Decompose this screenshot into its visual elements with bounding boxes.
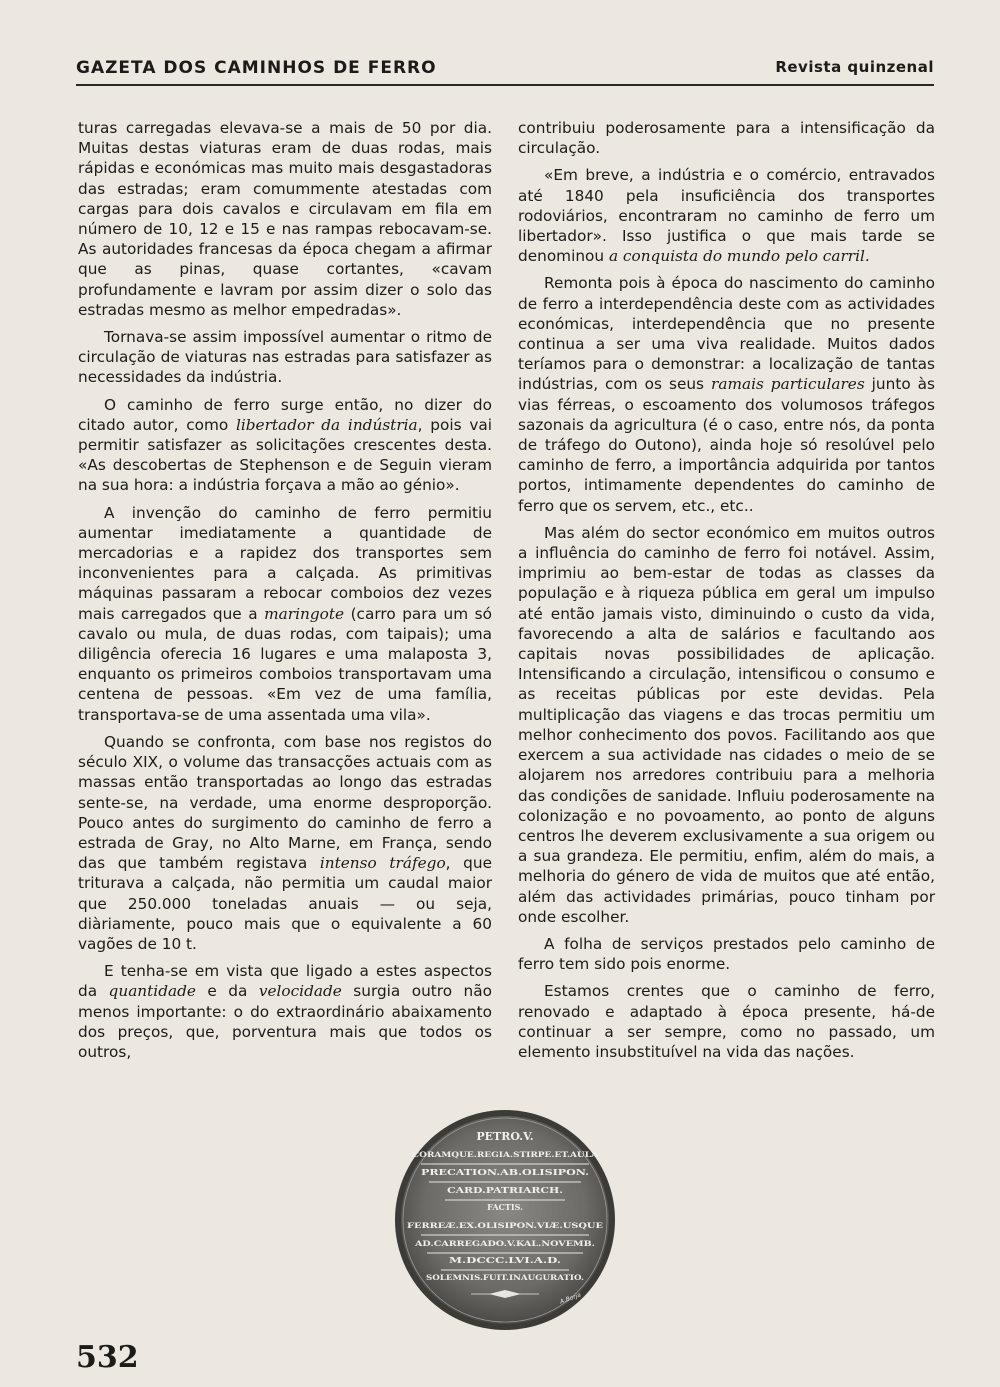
- paragraph: Estamos crentes que o caminho de ferro, renovado e adaptado à época presente, há-de continuar a ser sempre, como no passado, um elemento insubstituível na vida das nações.: [518, 982, 935, 1061]
- paragraph: A invenção do caminho de ferro permitiu aumentar imediatamente a quantidade de mercadorias e a rapidez dos transportes sem inconvenientes para a calçada. As primitivas máquinas passaram a rebocar comboios dez vezes mais carregados que a maringote (carro para um só cavalo ou mula, de duas rodas, com taipais); uma diligência oferecia 16 lugares e uma malaposta 3, enquanto os primeiros comboios transportavam uma centena de pessoas. «Em vez de uma família, transportava-se de uma assentada uma vila».: [78, 503, 492, 724]
- medal-line-7: AD.CARREGADO.V.KAL.NOVEMB.: [413, 1239, 596, 1248]
- running-header: [76, 58, 934, 86]
- medal-line-6: FERREÆ.EX.OLISIPON.VIÆ.USQUE: [407, 1221, 604, 1230]
- commemorative-medal: [393, 1108, 617, 1332]
- paragraph: turas carregadas elevava-se a mais de 50 por dia. Muitas destas viaturas eram de duas rodas, mais rápidas e económicas mas muito mais desgastadoras das estradas; eram comummente atestadas com cargas para dois cavalos e circulavam em fila em número de 10, 12 e 15 e nas rampas rebocavam-se. As autoridades francesas da época chegam a afirmar que as pinas, quase cortantes, «cavam profundamente e lavram por assim dizer o solo das estradas mesmo as melhor empedradas».: [78, 119, 492, 319]
- journal-subtitle: Revista quinzenal: [775, 58, 934, 76]
- medal-line-3: PRECATION.AB.OLISIPON.: [421, 1167, 590, 1177]
- medal-line-8: M.DCCC.LVI.A.D.: [449, 1255, 562, 1265]
- paragraph: contribuiu poderosamente para a intensificação da circulação.: [518, 119, 935, 158]
- medal-line-9: SOLEMNIS.FUIT.INAUGURATIO.: [426, 1273, 584, 1282]
- journal-title: GAZETA DOS CAMINHOS DE FERRO: [76, 58, 437, 78]
- left-column: [78, 118, 492, 1069]
- paragraph: E tenha-se em vista que ligado a estes aspectos da quantidade e da velocidade surgia outro não menos importante: o do extraordinário abaixamento dos preços, que, porventura mais que todos os outros,: [78, 962, 492, 1061]
- paragraph: Remonta pois à época do nascimento do caminho de ferro a interdependência deste com as actividades económicas, interdependência que no presente continua a ser uma viva realidade. Muitos dados teríamos para o demonstrar: a localização de tantas indústrias, com os seus ramais particulares junto às vias férreas, o escoamento dos volumosos tráfegos sazonais da agricultura (é o caso, entre nós, da ponta de tráfego do Outono), ainda hoje só resolúvel pelo caminho de ferro, a importância adquirida por tantos portos, intimamente dependentes do caminho de ferro que os servem, etc., etc..: [518, 274, 935, 515]
- paragraph: O caminho de ferro surge então, no dizer do citado autor, como libertador da indústria, pois vai permitir satisfazer as solicitações crescentes desta. «As descobertas de Stephenson e de Seguin vieram na sua hora: a indústria forçava a mão ao génio».: [78, 395, 492, 495]
- medal-illustration: [393, 1108, 617, 1332]
- medal-line-2: CORAMQUE.REGIA.STIRPE.ET.AULA: [412, 1150, 599, 1159]
- paragraph: Mas além do sector económico em muitos outros a influência do caminho de ferro foi notável. Assim, imprimiu ao bem-estar de todas as classes da população e à riqueza pública em geral um impulso até então jamais visto, diminuindo o custo da vida, favorecendo a alta de salários e facultando aos capitais novas possibilidades de aplicação. Intensificando a circulação, intensificou o consumo e as receitas públicas por este devidas. Pela multiplicação das viagens e das trocas permitiu um melhor conhecimento dos povos. Facilitando aos que exercem a sua actividade nas cidades o meio de se alojarem nos arredores contribuiu para a melhoria das condições de sanidade. Influiu poderosamente na colonização e no povoamento, ao ponto de alguns centros lhe deverem exclusivamente a sua origem ou a sua grandeza. Ele permitiu, enfim, além do mais, a melhoria do género de vida de muitos que até então, além das actividades primárias, pouco tinham por onde escolher.: [518, 523, 935, 926]
- medal-line-1: PETRO.V.: [476, 1130, 534, 1143]
- page-number: 532: [76, 1340, 139, 1375]
- medal-line-5: FACTIS.: [487, 1202, 523, 1212]
- medal-line-4: CARD.PATRIARCH.: [447, 1185, 564, 1195]
- paragraph: A folha de serviços prestados pelo caminho de ferro tem sido pois enorme.: [518, 934, 935, 974]
- paragraph: Quando se confronta, com base nos registos do século XIX, o volume das transacções actuais com as massas então transportadas ao longo das estradas sente-se, na verdade, uma enorme desproporção. Pouco antes do surgimento do caminho de ferro a estrada de Gray, no Alto Marne, em França, sendo das que também registava intenso tráfego, que triturava a calçada, não permitia um caudal maior que 250.000 toneladas anuais — ou seja, diàriamente, pouco mais que o equivalente a 60 vagões de 10 t.: [78, 732, 492, 953]
- paragraph: Tornava-se assim impossível aumentar o ritmo de circulação de viaturas nas estradas para satisfazer as necessidades da indústria.: [78, 328, 492, 387]
- paragraph: «Em breve, a indústria e o comércio, entravados até 1840 pela insuficiência dos transportes rodoviários, encontraram no caminho de ferro um libertador». Isso justifica o que mais tarde se denominou a conquista do mundo pelo carril.: [518, 166, 935, 266]
- engraver-signature: A.Borja: [559, 1291, 582, 1306]
- right-column: [518, 118, 935, 1069]
